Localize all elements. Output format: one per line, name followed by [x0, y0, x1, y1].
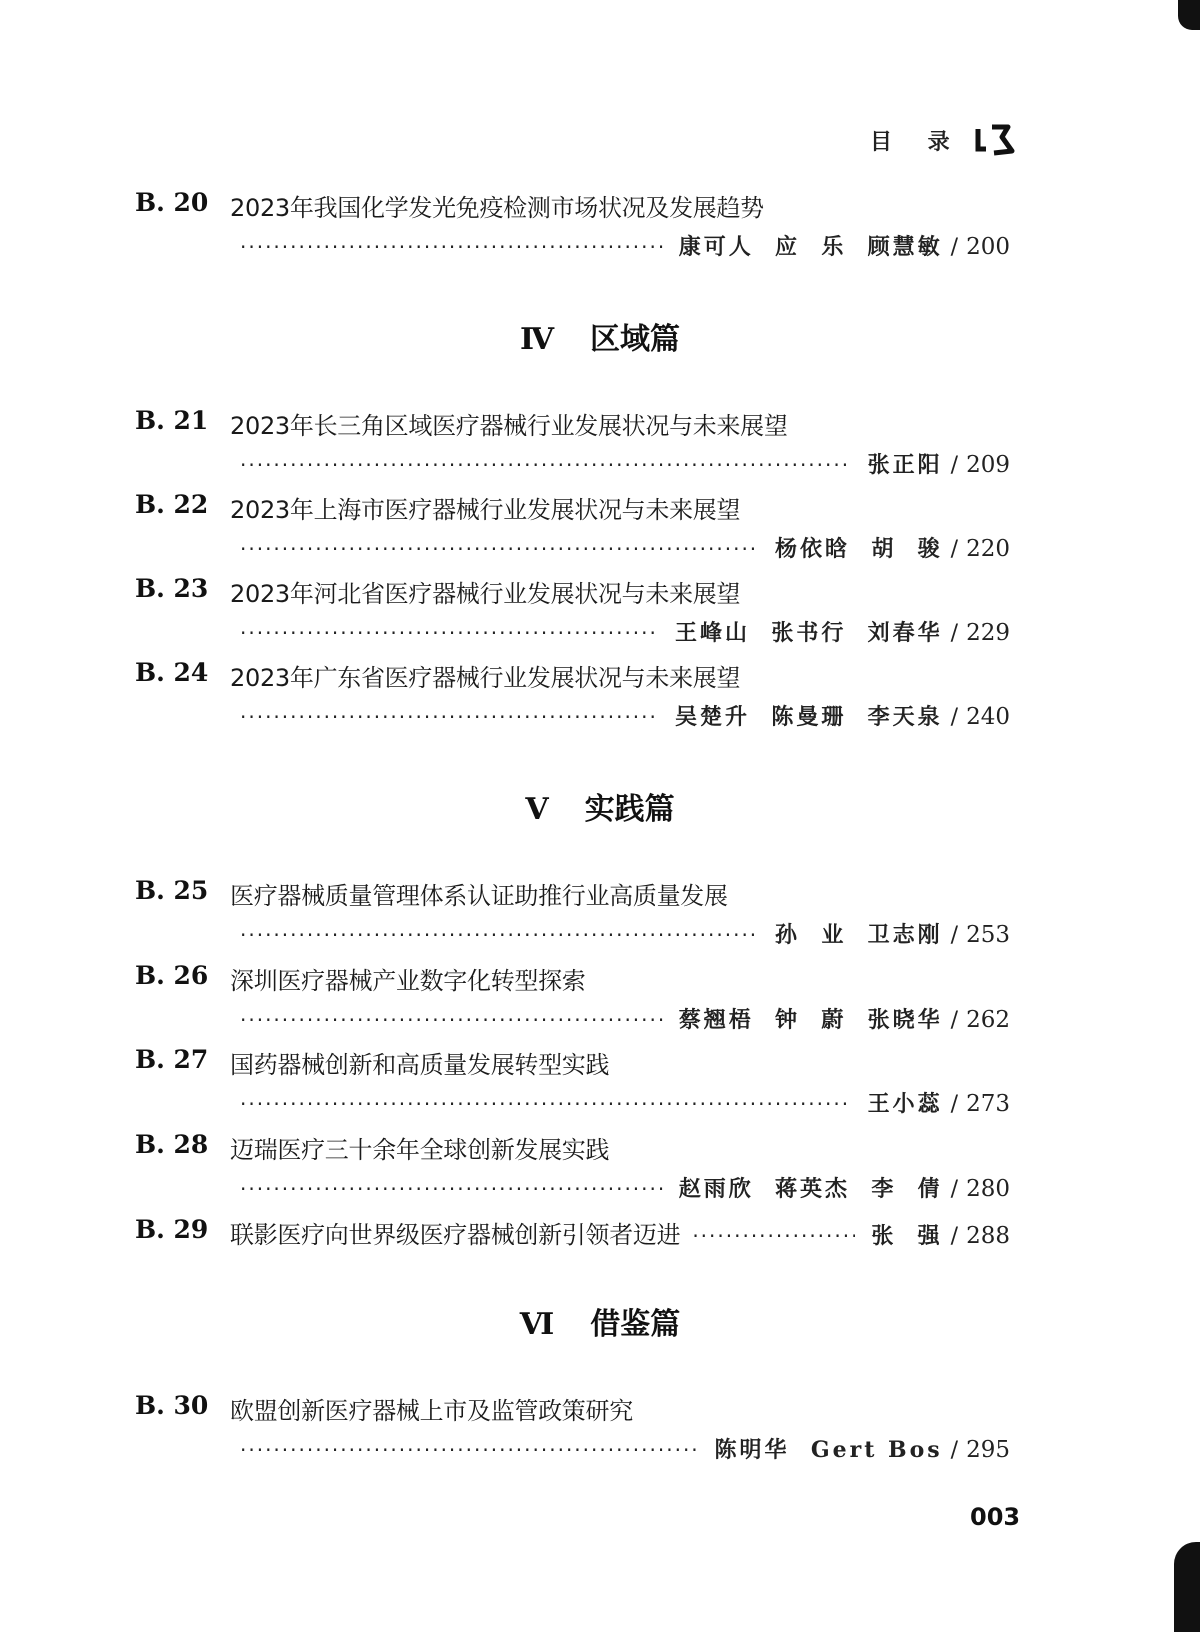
toc-entry[interactable]: [0, 406, 1200, 490]
entry-leader-line: [240, 532, 1010, 563]
slash-separator: /: [950, 1177, 959, 1202]
entry-authors: 陈明华 Gert Bos: [714, 1437, 943, 1463]
entry-leader-line: [230, 1215, 1010, 1250]
slash-separator: /: [950, 235, 959, 260]
dot-leader: [240, 621, 659, 645]
entry-title: 2023年长三角区域医疗器械行业发展状况与未来展望: [230, 412, 788, 440]
part-title: 实践篇: [584, 792, 675, 827]
page-edge-mark: [1178, 0, 1200, 30]
entry-page: 280: [966, 1176, 1010, 1202]
entry-number: B. 30: [135, 1391, 209, 1420]
dot-leader: [240, 1438, 699, 1462]
dot-leader: [240, 705, 659, 729]
dot-leader: [240, 537, 759, 561]
entry-number: B. 22: [135, 490, 209, 519]
part-heading-region: [0, 314, 1200, 358]
slash-separator: /: [950, 705, 959, 730]
dot-leader: [240, 453, 852, 477]
part-numeral: Ⅵ: [519, 1307, 555, 1342]
toc-entry[interactable]: [0, 1391, 1200, 1475]
dot-leader: [692, 1224, 855, 1248]
entry-authors: 赵雨欣 蒋英杰 李 倩: [678, 1176, 943, 1202]
entry-title: 2023年广东省医疗器械行业发展状况与未来展望: [230, 664, 741, 692]
entry-leader-line: [240, 1172, 1010, 1203]
entry-page: 229: [966, 620, 1010, 646]
toc-entry[interactable]: [0, 574, 1200, 658]
chapter-arrow-icon: [972, 123, 1018, 157]
entry-leader-line: [240, 1433, 1010, 1464]
toc-entry[interactable]: [0, 876, 1200, 960]
entry-authors: 孙 业 卫志刚: [775, 922, 943, 948]
entry-leader-line: [240, 1087, 1010, 1118]
dot-leader: [240, 235, 663, 259]
part-title: 借鉴篇: [590, 1307, 681, 1342]
slash-separator: /: [950, 537, 959, 562]
part-numeral: Ⅴ: [525, 792, 549, 827]
dot-leader: [240, 1008, 663, 1032]
entry-title: 2023年河北省医疗器械行业发展状况与未来展望: [230, 580, 741, 608]
entry-title: 2023年我国化学发光免疫检测市场状况及发展趋势: [230, 194, 764, 222]
entry-number: B. 28: [135, 1130, 209, 1159]
toc-entry[interactable]: [0, 1045, 1200, 1129]
entry-number: B. 24: [135, 658, 209, 687]
slash-separator: /: [950, 621, 959, 646]
entry-leader-line: [240, 700, 1010, 731]
entry-page: 220: [966, 536, 1010, 562]
entry-authors: 康可人 应 乐 顾慧敏: [678, 234, 943, 260]
entry-authors: 蔡翘梧 钟 蔚 张晓华: [678, 1007, 943, 1033]
entry-page: 240: [966, 704, 1010, 730]
entry-authors: 张 强: [871, 1223, 943, 1249]
entry-page: 288: [966, 1223, 1010, 1249]
page-edge-mark: [1174, 1542, 1200, 1632]
entry-authors: 杨依晗 胡 骏: [775, 536, 943, 562]
entry-number: B. 21: [135, 406, 209, 435]
toc-entry[interactable]: [0, 1215, 1200, 1299]
entry-page: 209: [966, 452, 1010, 478]
part-heading-reference: [0, 1299, 1200, 1343]
toc-entry[interactable]: [0, 490, 1200, 574]
entry-number: B. 26: [135, 961, 209, 990]
entry-title: 国药器械创新和高质量发展转型实践: [230, 1051, 610, 1079]
slash-separator: /: [950, 1008, 959, 1033]
entry-title: 欧盟创新医疗器械上市及监管政策研究: [230, 1397, 633, 1425]
toc-entry[interactable]: [0, 1130, 1200, 1214]
entry-title: 深圳医疗器械产业数字化转型探索: [230, 967, 586, 995]
running-head-text: 目 录: [870, 129, 964, 155]
page-number: 003: [970, 1503, 1021, 1531]
toc-entry[interactable]: [0, 188, 1200, 272]
entry-page: 262: [966, 1007, 1010, 1033]
entry-number: B. 23: [135, 574, 209, 603]
entry-page: 253: [966, 922, 1010, 948]
entry-number: B. 20: [135, 188, 209, 217]
entry-authors: 王峰山 张书行 刘春华: [675, 620, 943, 646]
slash-separator: /: [950, 1438, 959, 1463]
entry-number: B. 29: [135, 1215, 209, 1244]
slash-separator: /: [950, 1224, 959, 1249]
toc-entry[interactable]: [0, 658, 1200, 742]
entry-authors: 吴楚升 陈曼珊 李天泉: [675, 704, 943, 730]
entry-page: 295: [966, 1437, 1010, 1463]
part-heading-practice: [0, 784, 1200, 828]
slash-separator: /: [950, 923, 959, 948]
running-head: [870, 118, 1020, 162]
part-numeral: Ⅳ: [519, 322, 555, 357]
part-title: 区域篇: [590, 322, 681, 357]
entry-leader-line: [240, 616, 1010, 647]
dot-leader: [240, 1092, 852, 1116]
entry-leader-line: [240, 918, 1010, 949]
entry-authors: 张正阳: [867, 452, 943, 478]
slash-separator: /: [950, 453, 959, 478]
entry-number: B. 25: [135, 876, 209, 905]
slash-separator: /: [950, 1092, 959, 1117]
entry-leader-line: [240, 448, 1010, 479]
toc-entry[interactable]: [0, 961, 1200, 1045]
entry-number: B. 27: [135, 1045, 209, 1074]
entry-authors: 王小蕊: [867, 1091, 943, 1117]
entry-leader-line: [240, 230, 1010, 261]
dot-leader: [240, 923, 759, 947]
entry-title: 2023年上海市医疗器械行业发展状况与未来展望: [230, 496, 741, 524]
entry-leader-line: [240, 1003, 1010, 1034]
entry-page: 273: [966, 1091, 1010, 1117]
entry-title: 迈瑞医疗三十余年全球创新发展实践: [230, 1136, 610, 1164]
dot-leader: [240, 1177, 663, 1201]
entry-page: 200: [966, 234, 1010, 260]
entry-title: 医疗器械质量管理体系认证助推行业高质量发展: [230, 882, 728, 910]
entry-title: 联影医疗向世界级医疗器械创新引领者迈进: [230, 1221, 681, 1249]
